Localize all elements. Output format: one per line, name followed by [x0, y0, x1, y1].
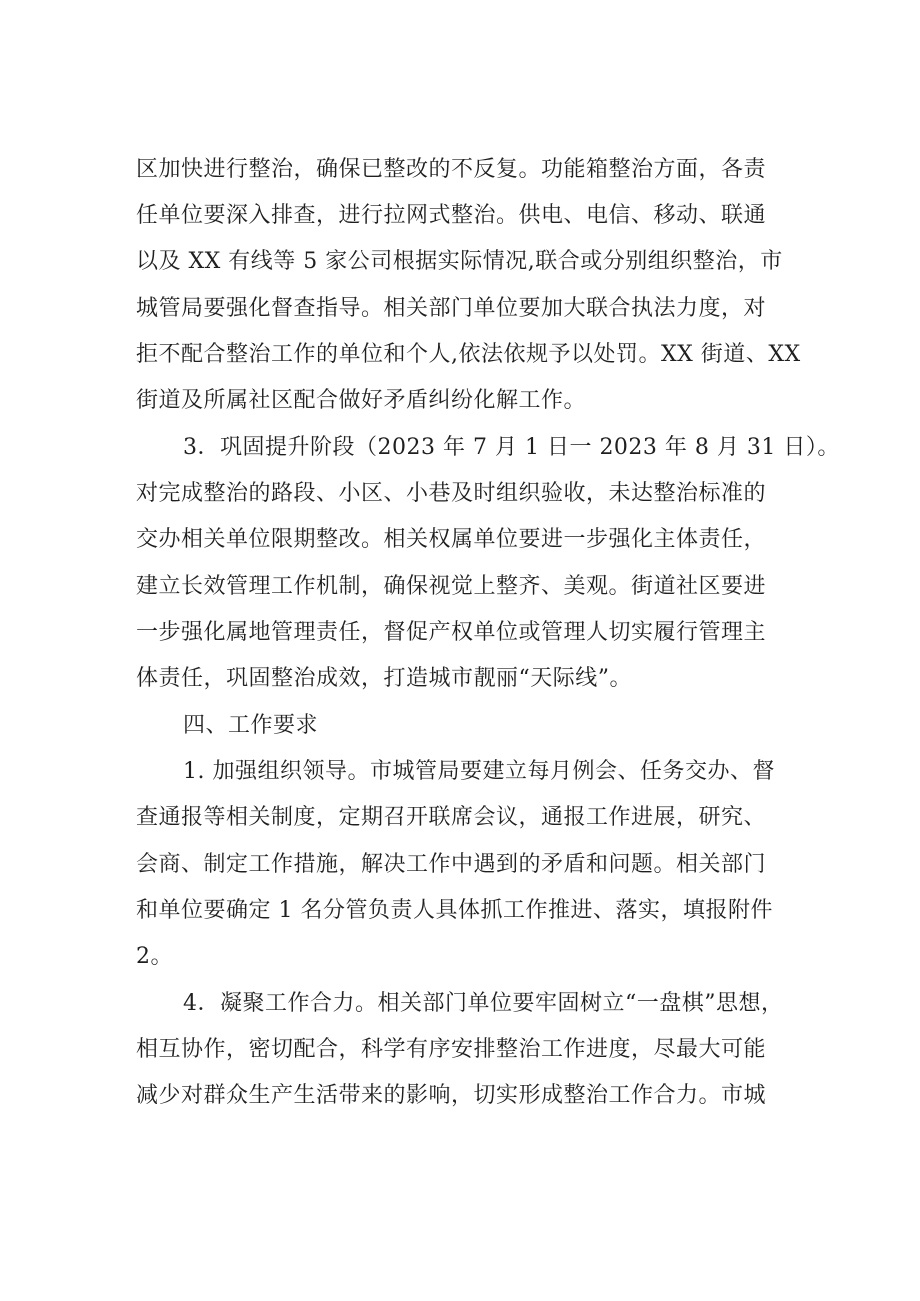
text-line: 对完成整治的路段、小区、小巷及时组织验收，未达整治标准的 [136, 481, 767, 506]
section-heading: 四、工作要求 [183, 713, 319, 738]
text-line: 会商、制定工作措施，解决工作中遇到的矛盾和问题。相关部门 [136, 852, 767, 877]
text-line: 减少对群众生产生活带来的影响，切实形成整治工作合力。市城 [136, 1083, 767, 1108]
text-line: 相互协作，密切配合，科学有序安排整治工作进度，尽最大可能 [136, 1037, 767, 1062]
text-line: 体责任，巩固整治成效，打造城市靓丽“天际线”。 [136, 666, 632, 691]
text-line: 2。 [136, 944, 173, 969]
text-line: 建立长效管理工作机制，确保视觉上整齐、美观。街道社区要进 [136, 574, 767, 599]
text-line: 城管局要强化督查指导。相关部门单位要加大联合执法力度，对 [136, 296, 767, 321]
text-line: 3．巩固提升阶段（2023 年 7 月 1 日一 2023 年 8 月 31 日）。 [183, 435, 840, 460]
text-line: 交办相关单位限期整改。相关权属单位要进一步强化主体责任， [136, 527, 767, 552]
text-line: 任单位要深入排查，进行拉网式整治。供电、电信、移动、联通 [136, 203, 767, 228]
text-line: 以及 XX 有线等 5 家公司根据实际情况,联合或分别组织整治，市 [136, 249, 783, 274]
text-line: 和单位要确定 1 名分管负责人具体抓工作推进、落实，填报附件 [136, 898, 773, 923]
text-line: 区加快进行整治，确保已整改的不反复。功能箱整治方面，各责 [136, 157, 767, 182]
text-line: 街道及所属社区配合做好矛盾纠纷化解工作。 [136, 388, 587, 413]
text-line: 1. 加强组织领导。市城管局要建立每月例会、任务交办、督 [183, 759, 775, 784]
text-line: 一步强化属地管理责任，督促产权单位或管理人切实履行管理主 [136, 620, 767, 645]
text-line: 拒不配合整治工作的单位和个人,依法依规予以处罚。XX 街道、XX [136, 342, 801, 367]
text-line: 查通报等相关制度，定期召开联席会议，通报工作进展，研究、 [136, 805, 767, 830]
text-line: 4．凝聚工作合力。相关部门单位要牢固树立“一盘棋”思想， [183, 991, 784, 1016]
